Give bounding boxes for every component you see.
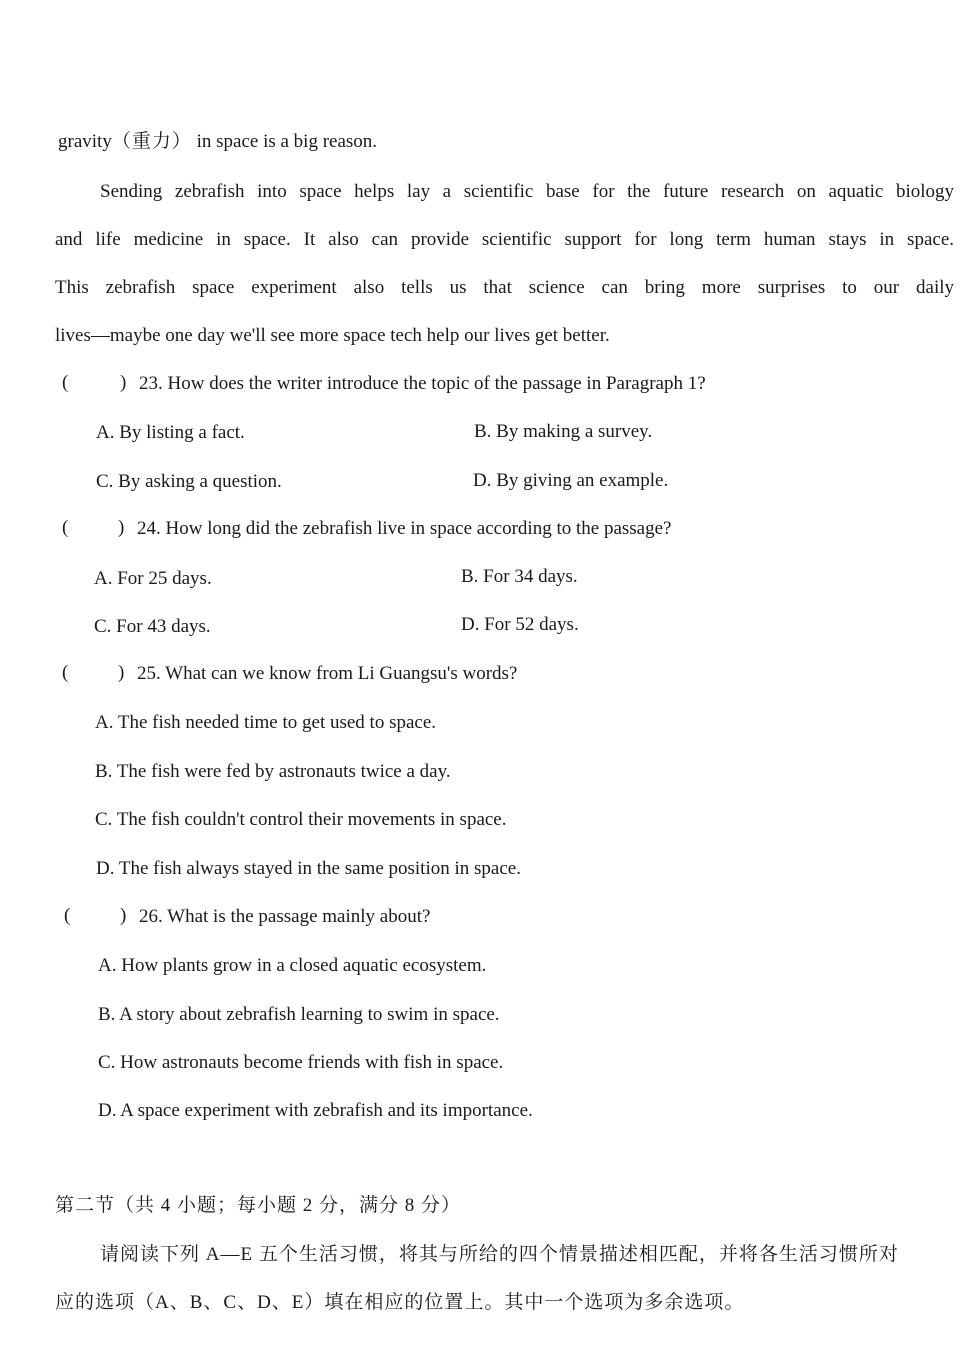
line-rest: in space is a big reason. — [191, 131, 378, 152]
question-text: 26. What is the passage mainly about? — [139, 906, 431, 927]
option-d[interactable]: D. For 52 days. — [461, 614, 579, 635]
option-b[interactable]: B. The fish were fed by astronauts twice a day. — [95, 761, 451, 782]
section-2-instructions-line-1: 请阅读下列 A—E 五个生活习惯，将其与所给的四个情景描述相匹配，并将各生活习惯所对 — [100, 1244, 899, 1265]
option-d[interactable]: D. By giving an example. — [473, 470, 669, 491]
paragraph-line-3: This zebrafish space experiment also tells us that science can bring more surprises to our daily — [55, 277, 954, 298]
passage-first-line — [58, 130, 377, 154]
answer-bracket-open[interactable]: ( — [62, 517, 69, 538]
answer-bracket-open[interactable]: ( — [62, 372, 69, 393]
option-c[interactable]: C. For 43 days. — [94, 616, 211, 637]
option-c[interactable]: C. By asking a question. — [96, 471, 282, 492]
section-2-heading: 第二节（共 4 小题；每小题 2 分，满分 8 分） — [55, 1195, 462, 1216]
word-gravity: gravity — [58, 131, 112, 152]
section-2-instructions-line-2: 应的选项（A、B、C、D、E）填在相应的位置上。其中一个选项为多余选项。 — [55, 1292, 745, 1313]
option-a[interactable]: A. By listing a fact. — [96, 422, 245, 443]
chinese-note: （重力） — [111, 131, 192, 152]
option-c[interactable]: C. How astronauts become friends with fish in space. — [98, 1052, 504, 1073]
option-b[interactable]: B. A story about zebrafish learning to swim in space. — [98, 1004, 500, 1025]
answer-bracket-open[interactable]: ( — [64, 905, 71, 926]
question-text: 25. What can we know from Li Guangsu's words? — [137, 663, 518, 684]
option-c[interactable]: C. The fish couldn't control their movements in space. — [95, 809, 507, 830]
answer-bracket-close: ) — [118, 662, 125, 683]
answer-bracket-close: ) — [120, 905, 127, 926]
question-text: 23. How does the writer introduce the topic of the passage in Paragraph 1? — [139, 373, 706, 394]
option-d[interactable]: D. A space experiment with zebrafish and its importance. — [98, 1100, 533, 1121]
paragraph-line-2: and life medicine in space. It also can provide scientific support for long term human stays in space. — [55, 229, 954, 250]
answer-bracket-close: ) — [118, 517, 125, 538]
option-d[interactable]: D. The fish always stayed in the same position in space. — [96, 858, 521, 879]
option-b[interactable]: B. By making a survey. — [474, 421, 653, 442]
paragraph-line-1: Sending zebrafish into space helps lay a scientific base for the future research on aquatic biology — [100, 181, 954, 202]
option-b[interactable]: B. For 34 days. — [461, 566, 578, 587]
option-a[interactable]: A. For 25 days. — [94, 568, 212, 589]
answer-bracket-close: ) — [120, 372, 127, 393]
option-a[interactable]: A. How plants grow in a closed aquatic ecosystem. — [98, 955, 487, 976]
answer-bracket-open[interactable]: ( — [62, 662, 69, 683]
question-text: 24. How long did the zebrafish live in space according to the passage? — [137, 518, 672, 539]
paragraph-line-4: lives—maybe one day we'll see more space tech help our lives get better. — [55, 325, 610, 346]
option-a[interactable]: A. The fish needed time to get used to space. — [95, 712, 437, 733]
